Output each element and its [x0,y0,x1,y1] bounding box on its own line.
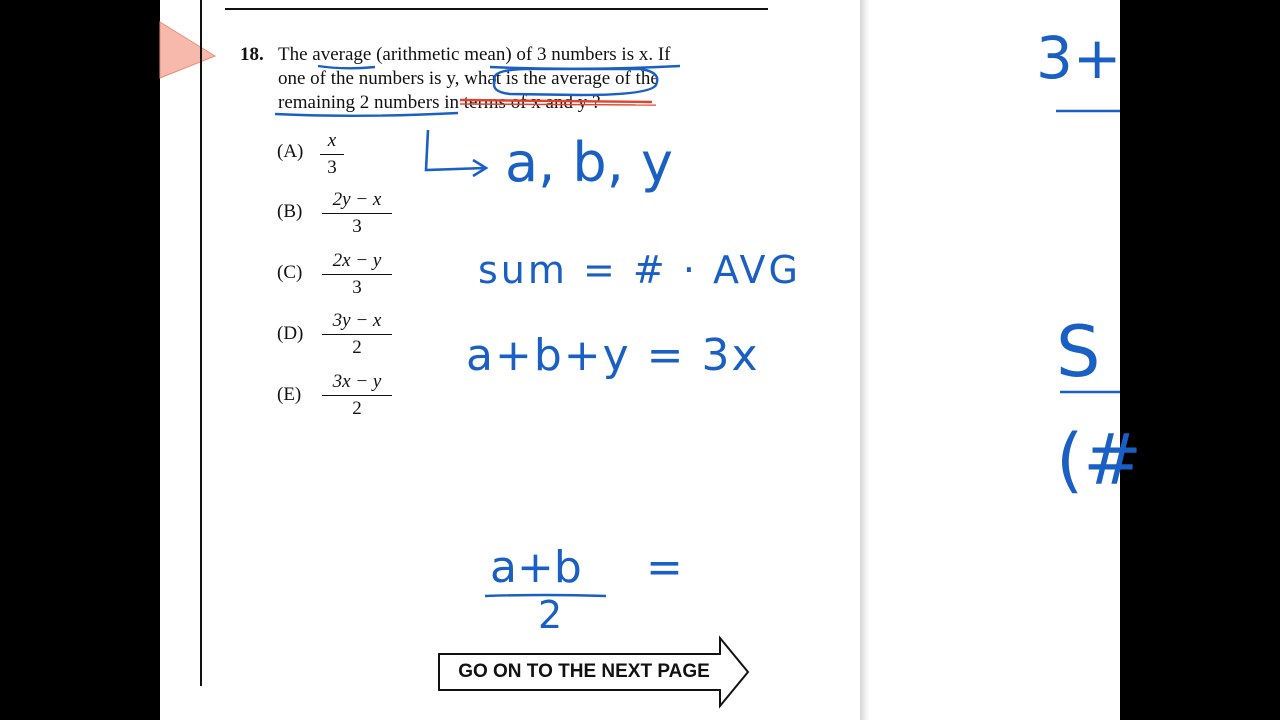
hw-fraction-bar [485,595,606,596]
choice-e-numerator: 3x − y [332,371,382,392]
strike-in-terms-of [460,100,652,102]
hw-equation: a+b+y = 3x [466,330,760,381]
choice-c-letter: (C) [277,262,303,283]
question-line-1: The average (arithmetic mean) of 3 numbers is x. If [278,44,671,65]
hw-avg-numerator: a+b [490,542,582,593]
hw-avg-denominator: 2 [538,593,563,637]
choice-e-letter: (E) [277,384,302,405]
arrow-shaft [426,130,485,170]
hw-right-bottom: (# [1056,419,1142,501]
question-line-3: remaining 2 numbers in terms of x and y ? [278,92,601,113]
choice-c-numerator: 2x − y [332,250,382,271]
next-page-label[interactable]: GO ON TO THE NEXT PAGE [458,661,710,682]
hw-avg-equals: = [646,542,683,593]
hw-right-top: 3+ [1036,24,1122,92]
whiteboard-canvas [160,0,1142,720]
choice-d-letter: (D) [277,323,304,344]
choice-b-numerator: 2y − x [332,189,382,210]
circle-what-is-average [494,69,657,95]
underline-remaining [275,113,458,116]
hw-sum-rule: sum = # · AVG [478,248,801,292]
choice-b-letter: (B) [277,201,303,222]
choice-a-denominator: 3 [327,157,337,179]
question-number: 18. [240,44,264,65]
choice-b-denominator: 3 [352,216,362,238]
choice-d-numerator: 3y − x [332,310,382,331]
choice-a-letter: (A) [277,141,304,162]
choice-e-denominator: 2 [352,398,362,420]
question-line-2: one of the numbers is y, what is the average of the [278,68,659,89]
choice-a-numerator: x [327,130,337,151]
choice-c-denominator: 3 [352,277,362,299]
hw-right-mid: S [1056,311,1101,393]
strike-in-terms-of-2 [460,104,656,105]
hw-variables: a, b, y [505,131,673,194]
ink-annotations [160,0,1142,720]
underline-average [318,66,375,68]
choice-d-denominator: 2 [352,337,362,359]
